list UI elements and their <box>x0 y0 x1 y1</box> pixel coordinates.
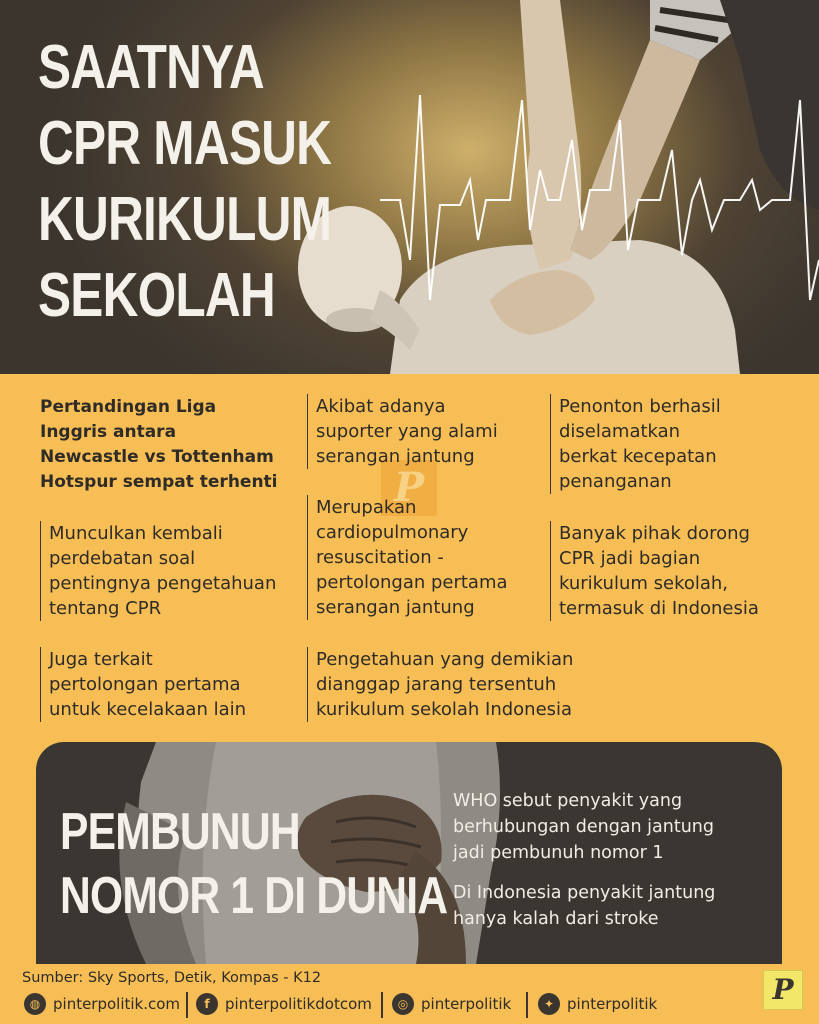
social-label: pinterpolitik.com <box>53 995 181 1013</box>
source-credit: Sumber: Sky Sports, Detik, Kompas - K12 <box>22 970 322 986</box>
footer-divider <box>526 992 528 1018</box>
pinterpolitik-logo: P <box>763 970 803 1010</box>
panel-title-line: PEMBUNUH <box>60 803 300 861</box>
social-facebook[interactable] <box>196 992 372 1016</box>
social-label: pinterpolitik <box>421 995 512 1013</box>
facebook-icon: f <box>196 993 218 1015</box>
rescuer-arm-right <box>570 40 700 260</box>
fact-item: Merupakan cardiopulmonary resuscitation - pertolongan pertama serangan jantung <box>307 495 508 620</box>
social-instagram[interactable] <box>392 992 511 1016</box>
fact-headline: Pertandingan Liga Inggris antara Newcastle vs Tottenham Hotspur sempat terhenti <box>40 397 278 492</box>
footer <box>0 964 819 1024</box>
social-website[interactable] <box>24 992 180 1016</box>
killer-panel <box>36 742 782 964</box>
panel-title-line: NOMOR 1 DI DUNIA <box>60 867 448 925</box>
social-label: pinterpolitik <box>567 995 658 1013</box>
hero-title-line: SAATNYA <box>38 33 264 102</box>
hero-title-line: KURIKULUM <box>38 185 332 254</box>
footer-divider <box>381 992 383 1018</box>
footer-divider <box>186 992 188 1018</box>
globe-icon: ◍ <box>24 993 46 1015</box>
fact-item: Penonton berhasil diselamatkan berkat kecepatan penanganan <box>550 394 721 494</box>
twitter-icon: ✦ <box>538 993 560 1015</box>
instagram-icon: ◎ <box>392 993 414 1015</box>
fact-item: Banyak pihak dorong CPR jadi bagian kurikulum sekolah, termasuk di Indonesia <box>550 521 759 621</box>
social-label: pinterpolitikdotcom <box>225 995 372 1013</box>
fact-item: Munculkan kembali perdebatan soal pentingnya pengetahuan tentang CPR <box>40 521 276 621</box>
hero-title-line: SEKOLAH <box>38 261 275 330</box>
fact-item: Juga terkait pertolongan pertama untuk kecelakaan lain <box>40 647 246 722</box>
hero-banner <box>0 0 819 374</box>
hero-title <box>38 30 404 334</box>
fact-item: Pengetahuan yang demikian dianggap jarang tersentuh kurikulum sekolah Indonesia <box>307 647 573 722</box>
social-twitter[interactable] <box>538 992 657 1016</box>
panel-fact: WHO sebut penyakit yang berhubungan dengan jantung jadi pembunuh nomor 1 <box>453 791 715 863</box>
panel-fact: Di Indonesia penyakit jantung hanya kalah dari stroke <box>453 883 716 929</box>
hero-title-line: CPR MASUK <box>38 109 332 178</box>
watermark-logo: P <box>381 460 437 516</box>
fact-item: Akibat adanya suporter yang alami serangan jantung <box>307 394 498 469</box>
